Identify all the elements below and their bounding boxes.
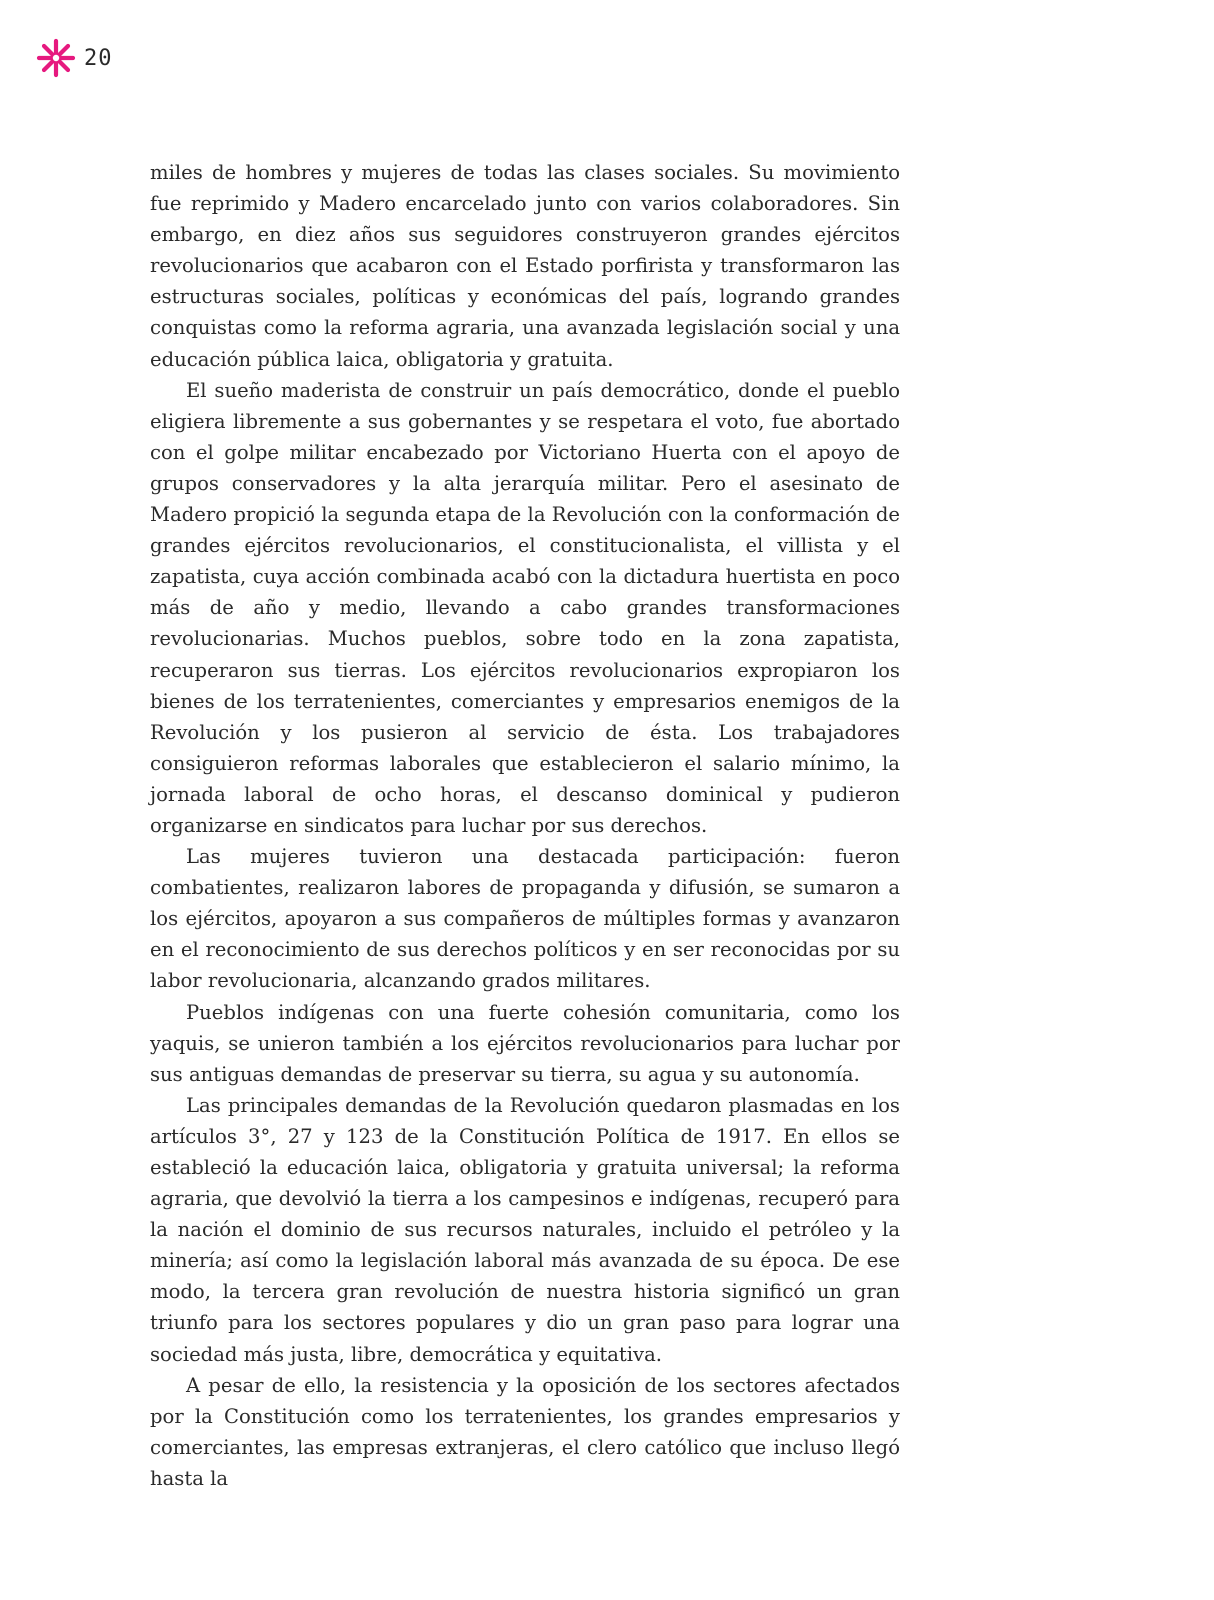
paragraph: Pueblos indígenas con una fuerte cohesión comunitaria, como los yaquis, se unieron también a los ejércitos revolucionarios para luchar por sus antiguas demandas de preservar su tierra, su agua y su autonomía. [150, 1000, 900, 1086]
asterisk-icon [36, 38, 76, 78]
page-number: 20 [84, 45, 113, 71]
paragraph: Las mujeres tuvieron una destacada participación: fueron combatientes, realizaron labores de propaganda y difusión, se sumaron a los ejércitos, apoyaron a sus compañeros de múltiples formas y avanzaron en el reconocimiento de sus derechos políticos y en ser reconocidas por su labor revolucionaria, alcanzando grados militares. [150, 845, 900, 993]
body-text [150, 157, 900, 1494]
paragraph: Las principales demandas de la Revolución quedaron plasmadas en los artículos 3°, 27 y 123 de la Constitución Política de 1917. En ellos se estableció la educación laica, obligatoria y gratuita universal; la reforma agraria, que devolvió la tierra a los campesinos e indígenas, recuperó para la nación el dominio de sus recursos naturales, incluido el petróleo y la minería; así como la legislación laboral más avanzada de su época. De ese modo, la tercera gran revolución de nuestra historia significó un gran triunfo para los sectores populares y dio un gran paso para lograr una sociedad más justa, libre, democrática y equitativa. [150, 1093, 900, 1366]
paragraph: El sueño maderista de construir un país democrático, donde el pueblo eligiera libremente a sus gobernantes y se respetara el voto, fue abortado con el golpe militar encabezado por Victoriano Huerta con el apoyo de grupos conservadores y la alta jerarquía militar. Pero el asesinato de Madero propició la segunda etapa de la Revolución con la conformación de grandes ejércitos revolucionarios, el constitucionalista, el villista y el zapatista, cuya acción combinada acabó con la dictadura huertista en poco más de año y medio, llevando a cabo grandes transformaciones revolucionarias. Muchos pueblos, sobre todo en la zona zapatista, recuperaron sus tierras. Los ejércitos revolucionarios expropiaron los bienes de los terratenientes, comerciantes y empresarios enemigos de la Revolución y los pusieron al servicio de ésta. Los trabajadores consiguieron reformas laborales que establecieron el salario mínimo, la jornada laboral de ocho horas, el descanso dominical y pudieron organizarse en sindicatos para luchar por sus derechos. [150, 378, 900, 837]
paragraph: miles de hombres y mujeres de todas las clases sociales. Su movimiento fue reprimido y Madero encarcelado junto con varios colaboradores. Sin embargo, en diez años sus seguidores construyeron grandes ejércitos revolucionarios que acabaron con el Estado porfirista y transformaron las estructuras sociales, políticas y económicas del país, logrando grandes conquistas como la reforma agraria, una avanzada legislación social y una educación pública laica, obligatoria y gratuita. [150, 161, 900, 371]
page-header [36, 38, 113, 78]
paragraph: A pesar de ello, la resistencia y la oposición de los sectores afectados por la Constitución como los terratenientes, los grandes empresarios y comerciantes, las empresas extranjeras, el clero católico que incluso llegó hasta la [150, 1373, 900, 1490]
